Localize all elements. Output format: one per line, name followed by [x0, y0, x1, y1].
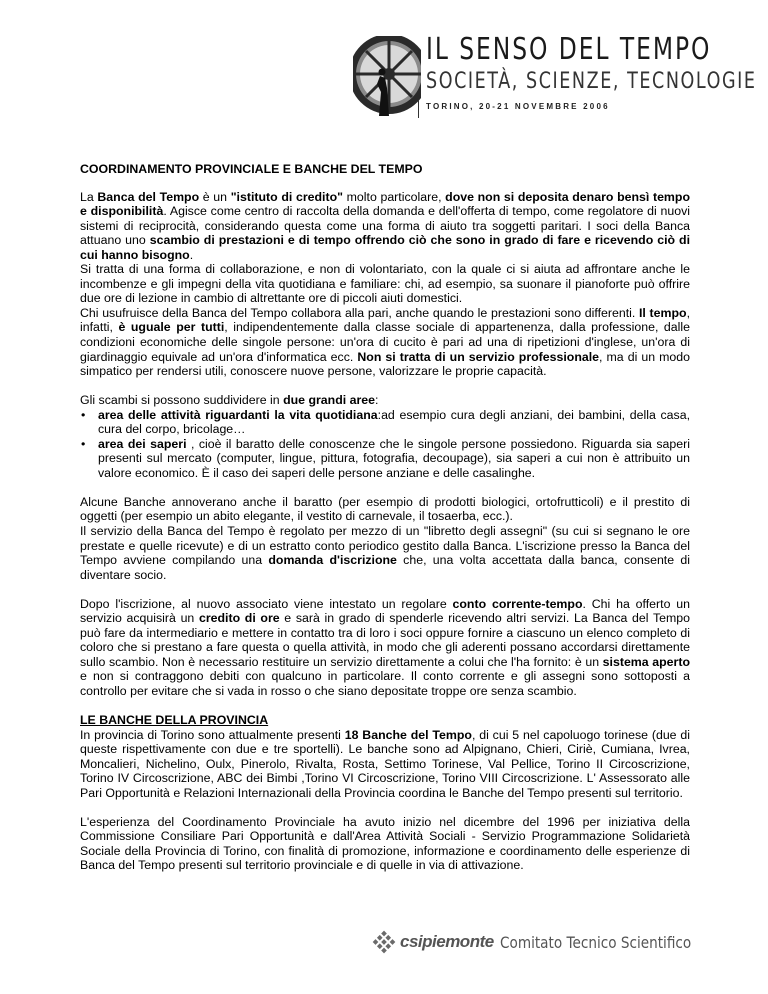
bold-text: area delle attività riguardanti la vita quotidiana — [98, 407, 378, 422]
bold-text: Il tempo — [639, 305, 687, 320]
bold-text: scambio di prestazioni e di tempo offrendo ciò che sono in grado di fare e ricevendo ciò di cui hanno bisogno — [80, 233, 691, 262]
list-item — [80, 437, 690, 481]
bullet-icon: • — [81, 407, 86, 422]
bold-text: è uguale per tutti — [118, 320, 225, 335]
bold-text: conto corrente-tempo — [452, 596, 583, 611]
bold-text: Banca del Tempo — [97, 189, 200, 204]
bold-text: 18 Banche del Tempo — [344, 727, 472, 742]
diamond-grid-icon — [372, 930, 396, 954]
list-item-text: area dei saperi , cioè il baratto delle conoscenze che le singole persone possiedono. Riguarda sia saperi presenti sul mercato (computer, lingue, pittura, fotografia, decoupage), sia saperi a cui non è attribuito un valore economico. È il caso dei saperi delle persone anziane e delle casalinghe. — [98, 436, 690, 480]
bold-text: Non si tratta di un servizio professionale — [357, 349, 600, 364]
bold-text: "istituto di credito" — [230, 189, 343, 204]
footer-brand: csipiemonte — [400, 932, 494, 951]
paragraph-province: In provincia di Torino sono attualmente presenti 18 Banche del Tempo, di cui 5 nel capoluogo torinese (due di queste rispettivamente con due e tre sportelli). Le banche sono ad Alpignano, Chieri, Ciriè, Cumiana, Ivrea, Moncalieri, Nichelino, Oulx, Pinerolo, Rivalta, Rosta, Settimo Torinese, Val Pellice, Torino II Circoscrizione, Torino IV Circoscrizione, ABC dei Bimbi ,Torino VI Circoscrizione, Torino VIII Circoscrizione. L' Assessorato alle Pari Opportunità e Relazioni Internazionali della Provincia coordina le Banche del Tempo presenti sul territorio. — [80, 727, 690, 800]
clock-silhouette-icon — [349, 36, 421, 116]
bold-text: due grandi aree — [283, 393, 376, 408]
bold-text: dove non si deposita denaro bensì tempo e disponibilità — [80, 189, 690, 219]
section-title-province: LE BANCHE DELLA PROVINCIA — [80, 713, 269, 728]
document-title: COORDINAMENTO PROVINCIALE E BANCHE DEL TEMPO — [80, 162, 423, 176]
event-title: IL SENSO DEL TEMPO — [426, 32, 712, 67]
list-item-text: area delle attività riguardanti la vita quotidiana:ad esempio cura degli anziani, dei bambini, della casa, cura del corpo, bricolage… — [98, 407, 690, 437]
paragraph-account: Dopo l'iscrizione, al nuovo associato viene intestato un regolare conto corrente-tempo. Chi ha offerto un servizio acquisirà un credito di ore e sarà in grado di spenderle ricevendo altri servizi. La Banca del Tempo può fare da intermediario e mettere in contatto tra di loro i soci oppure fornire a ciascuno un elenco completo di coloro che si prestano a fare questa o quella attività, in modo che gli aderenti possano accordarsi direttamente sullo scambio. Non è necessario restituire un servizio direttamente a colui che l'ha fornito: è un sistema aperto e non si contraggono debiti con qualcuno in particolare. Il conto corrente e gli assegni sono sottoposti a controllo per evitare che si vada in rosso o che siano depositate troppe ore senza scambio. — [80, 596, 690, 698]
bullet-icon: • — [81, 436, 86, 451]
paragraph-coordination: L'esperienza del Coordinamento Provinciale ha avuto inizio nel dicembre del 1996 per iniziativa della Commissione Consiliare Pari Opportunità e dall'Area Attività Sociali - Servizio Programmazione Solidarietà Sociale della Provincia di Torino, con finalità di promozione, informazione e coordinamento delle esperienze di Banca del Tempo presenti sul territorio provinciale e di quelle in via di attivazione. — [80, 814, 690, 873]
header-divider — [418, 100, 419, 118]
paragraph-intro: La Banca del Tempo è un "istituto di credito" molto particolare, dove non si deposita denaro bensì tempo e disponibilità. Agisce come centro di raccolta della domanda e dell'offerta di tempo, come regolatore di nuovi sistemi di reciprocità, considerando questa come una forma di aiuto tra soggetti paritari. I soci della Banca attuano uno scambio di prestazioni e di tempo offrendo ciò che sono in grado di fare e ricevendo ciò di cui hanno bisogno. Si tratta di una forma di collaborazione, e non di volontariato, con la quale ci si aiuta ad affrontare anche le incombenze e gli impegni della vita quotidiana e familiare: chi, ad esempio, sa suonare il pianoforte può offrire due ore di lezione in cambio di altrettante ore di piccoli aiuti domestici. Chi usufruisce della Banca del Tempo collabora alla pari, anche quando le prestazioni sono differenti. Il tempo, infatti, è uguale per tutti, indipendentemente dalla classe sociale di appartenenza, dalla professione, dalle condizioni economiche delle singole persone: un'ora di cucito è pari ad una di ripetizioni d'inglese, un'ora di giardinaggio equivale ad un'ora d'informatica ecc. Non si tratta di un servizio professionale, ma di un modo simpatico per rendersi utili, conoscere nuove persone, valorizzare le proprie capacità. — [80, 189, 691, 379]
bold-text: sistema aperto — [602, 654, 690, 669]
paragraph-areas-intro: Gli scambi si possono suddividere in due grandi aree: — [80, 393, 379, 408]
footer — [372, 929, 725, 955]
areas-list — [80, 408, 690, 481]
bold-text: credito di ore — [198, 611, 280, 626]
event-date: TORINO, 20-21 NOVEMBRE 2006 — [426, 102, 610, 111]
paragraph-barter: Alcune Banche annoverano anche il baratto (per esempio di prodotti biologici, ortofrutticoli) e il prestito di oggetti (per esempio un abito elegante, il vestito di carnevale, il tosaerba, ecc.). Il servizio della Banca del Tempo è regolato per mezzo di un "libretto degli assegni" (su cui si segnano le ore prestate e quelle ricevute) e di un estratto conto periodico gestito dalla Banca. L'iscrizione presso la Banca del Tempo avviene compilando una domanda d'iscrizione che, una volta accettata dalla banca, consente di diventare socio. — [80, 494, 690, 582]
bold-text: domanda d'iscrizione — [268, 553, 397, 568]
footer-text: Comitato Tecnico Scientifico — [499, 932, 691, 952]
document-body — [80, 162, 690, 888]
bold-text: area dei saperi — [98, 436, 187, 451]
list-item — [80, 408, 690, 437]
event-subtitle: SOCIETÀ, SCIENZE, TECNOLOGIE — [426, 68, 757, 94]
